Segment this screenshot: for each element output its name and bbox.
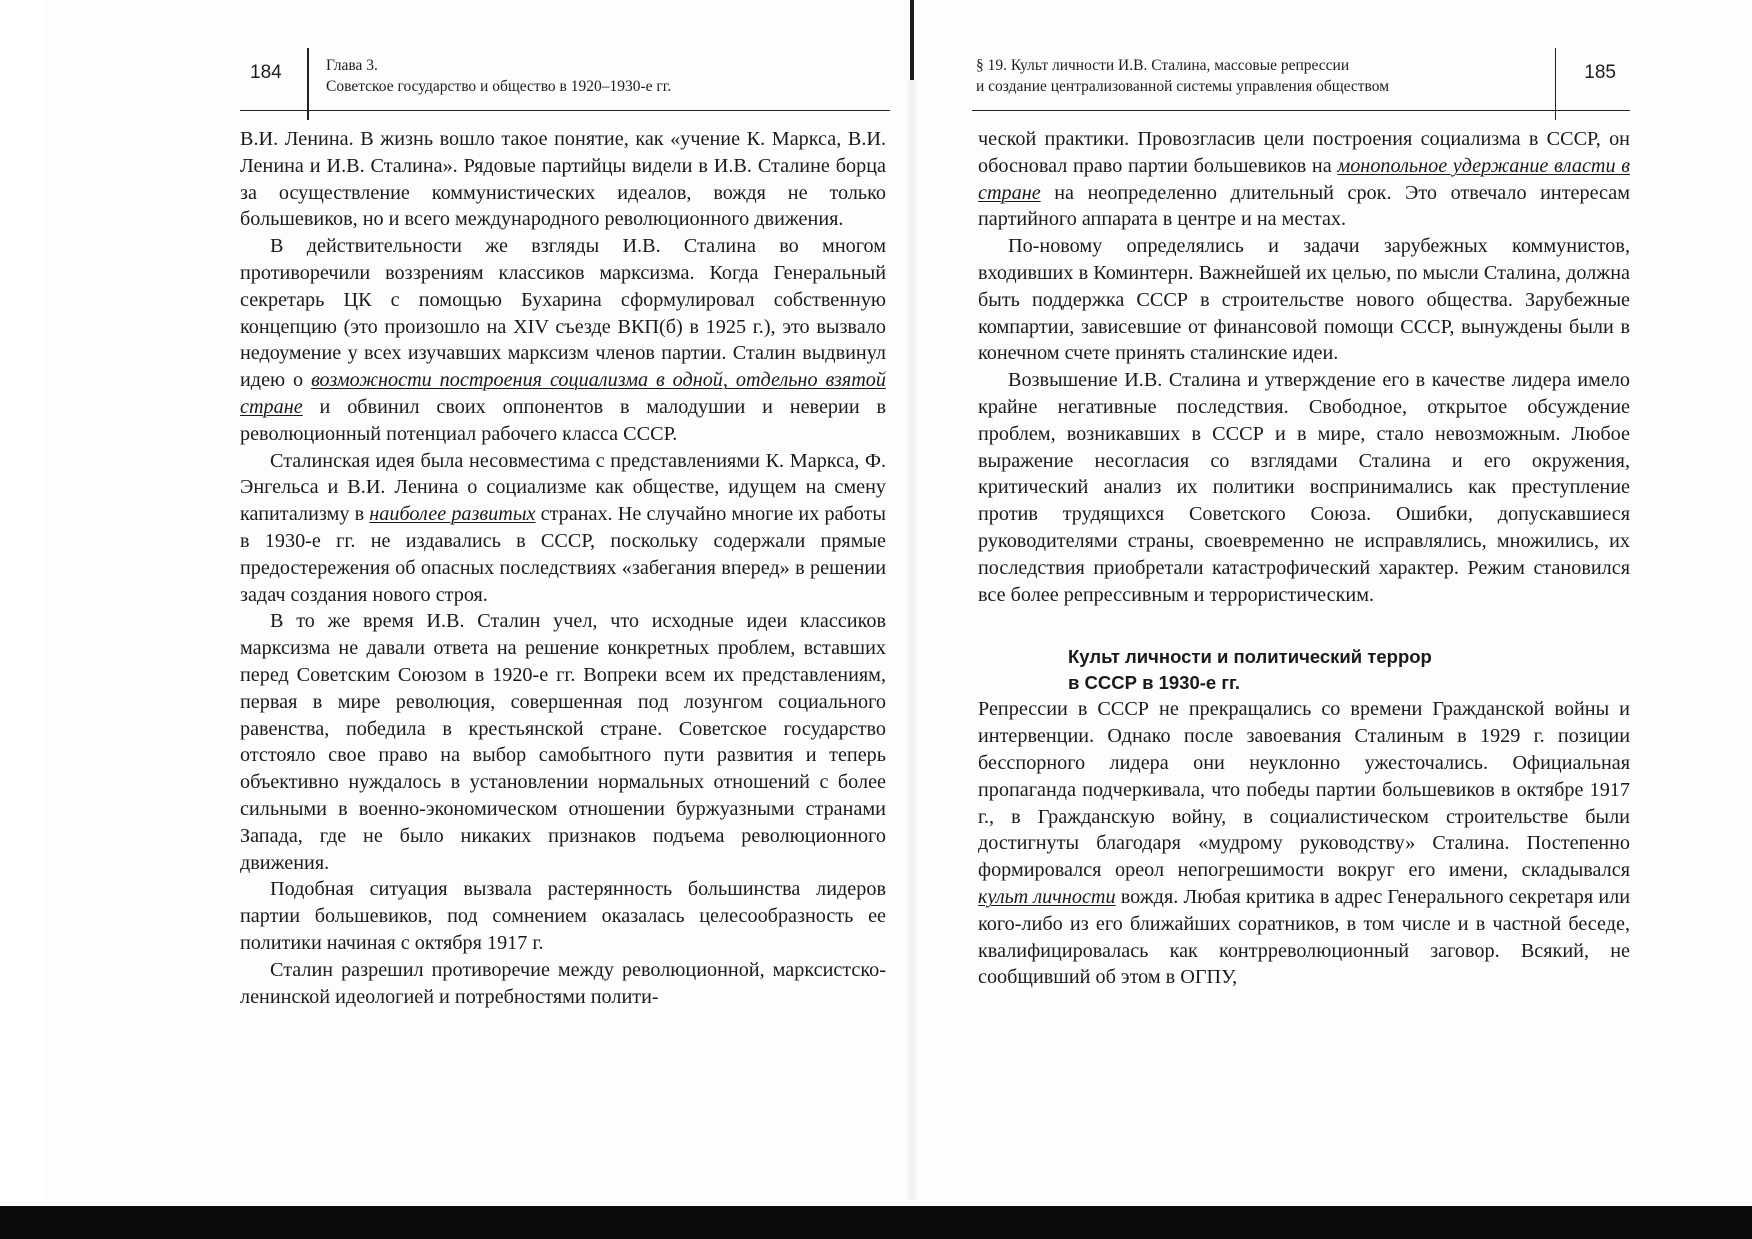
text-run: Подобная ситуация вызвала растерянность большинства лидеров партии большевиков, под сомнением оказалась целесообразность ее политики начиная с октября 1917 г. — [240, 878, 886, 954]
text-run: Сталинская идея была несовместима с представлениями К. Маркса, Ф. Энгельса и В.И. Ленина о социализме как обществе, идущем на смену капитализму в — [240, 449, 886, 526]
subsection-title-line2: в СССР в 1930-е гг. — [1068, 672, 1241, 694]
paragraph — [240, 957, 886, 1011]
paragraph — [240, 876, 886, 956]
section-heading-line1: § 19. Культ личности И.В. Сталина, массовые репрессии — [976, 57, 1350, 74]
scan-bottom-edge — [0, 1206, 1752, 1239]
paragraph — [978, 367, 1630, 608]
subsection-title — [978, 644, 1630, 696]
section-heading-line2: и создание централизованной системы управления обществом — [976, 78, 1390, 95]
book-gutter — [910, 0, 914, 80]
paragraph — [240, 233, 886, 447]
right-paragraphs-before — [978, 126, 1630, 608]
left-page-header — [240, 48, 890, 111]
header-separator — [1555, 48, 1557, 120]
right-page-body — [978, 126, 1630, 991]
paragraph — [978, 233, 1630, 367]
paragraph — [978, 126, 1630, 233]
scan-left-margin — [0, 0, 44, 1239]
right-page-number: 185 — [1584, 62, 1616, 83]
text-run: странах. Не случайно многие их работы в 1930-е гг. не издавались в СССР, поскольку содержали прямые предостережения об опасных последствиях «забегания вперед» в решении задач создания нового строя. — [240, 503, 886, 606]
emphasized-text: возможности построения социализма в одной, отдельно взятой стране — [240, 369, 886, 418]
text-run: В.И. Ленина. В жизнь вошло такое понятие, как «учение К. Маркса, В.И. Ленина и И.В. Сталина». Рядовые партийцы видели в И.В. Сталине борца за осуществление коммунистических идеалов, вождя не только большевиков, но и всего международного революционного движения. — [240, 128, 886, 231]
gutter-shadow — [905, 80, 919, 1200]
emphasized-text: монопольное удержание власти в стране — [978, 154, 1630, 204]
emphasized-text: наиболее развитых — [369, 503, 536, 526]
text-run: и обвинил своих оппонентов в малодушии и неверии в революционный потенциал рабочего класса СССР. — [240, 395, 886, 445]
text-run: вождя. Любая критика в адрес Генерального секретаря или кого-либо из его ближайших соратников, в том числе и в частной беседе, квалифицировалась как контрреволюционный заговор. Всякий, не сообщивший об этом в ОГПУ, — [978, 885, 1630, 989]
header-separator — [307, 48, 309, 120]
text-run: Сталин разрешил противоречие между революционной, марксистско-ленинской идеологией и потребностями полити- — [240, 958, 886, 1008]
text-run: В действительности же взгляды И.В. Сталина во многом противоречили воззрениям классиков марксизма. Когда Генеральный секретарь ЦК с помощью Бухарина сформулировал собственную концепцию (это произошло на XIV съезде ВКП(б) в 1925 г.), это вызвало недоумение у всех изучавших марксизм членов партии. Сталин выдвинул идею о — [240, 235, 886, 392]
chapter-label: Глава 3. — [326, 57, 378, 74]
left-page-number: 184 — [250, 62, 282, 83]
emphasized-text: культ личности — [978, 885, 1116, 908]
text-run: По-новому определялись и задачи зарубежных коммунистов, входивших в Коминтерн. Важнейшей их целью, по мысли Сталина, должна быть поддержка СССР в строительстве нового общества. Зарубежные компартии, зависевшие от финансовой помощи СССР, вынуждены были в конечном счете принять сталинские идеи. — [978, 235, 1630, 365]
left-page-body — [240, 126, 886, 1010]
subsection-title-line1: Культ личности и политический террор — [1068, 646, 1432, 668]
paragraph — [240, 608, 886, 876]
text-run: на неопределенно длительный срок. Это отвечало интересам партийного аппарата в центре и на местах. — [978, 181, 1630, 231]
right-paragraphs-after — [978, 696, 1630, 991]
right-running-head — [976, 55, 1389, 97]
paragraph — [240, 448, 886, 609]
paragraph — [978, 696, 1630, 991]
text-run: В то же время И.В. Сталин учел, что исходные идеи классиков марксизма не давали ответа на решение конкретных проблем, вставших перед Советским Союзом в 1920-е гг. Вопреки всем их представлениям, первая в мире революция, совершенная под лозунгом социального равенства, победила в крестьянской стране. Советское государство отстояло свое право на выбор самобытного пути развития и теперь объективно нуждалось в установлении нормальных отношений с более сильными в военно-экономическом отношении буржуазными странами Запада, где не было никаких признаков подъема революционного движения. — [240, 610, 886, 874]
paragraph — [240, 126, 886, 233]
text-run: ческой практики. Провозгласив цели построения социализма в СССР, он обосновал право партии большевиков на — [978, 128, 1630, 177]
text-run: Возвышение И.В. Сталина и утверждение его в качестве лидера имело крайне негативные последствия. Свободное, открытое обсуждение проблем, возникавших в СССР и в мире, стало невозможным. Любое выражение несогласия со взглядами Сталина и его окружения, критический анализ их политики воспринимались как преступление против трудящихся Советского Союза. Ошибки, допускавшиеся руководителями страны, своевременно не исправлялись, множились, их последствия приобретали катастрофический характер. Режим становился все более репрессивным и террористическим. — [978, 369, 1630, 606]
chapter-title: Советское государство и общество в 1920–1930-е гг. — [326, 78, 672, 95]
right-page-header — [972, 48, 1630, 111]
text-run: Репрессии в СССР не прекращались со времени Гражданской войны и интервенции. Однако после завоевания Сталиным в 1929 г. позиции бесспорного лидера они неуклонно ужесточались. Официальная пропаганда подчеркивала, что победы партии большевиков в октябре 1917 г., в Гражданскую войну, в социалистическом строительстве были достигнуты благодаря «мудрому руководству» Сталина. Постепенно формировался ореол непогрешимости вокруг его имени, складывался — [978, 698, 1630, 882]
left-running-head — [326, 55, 671, 97]
